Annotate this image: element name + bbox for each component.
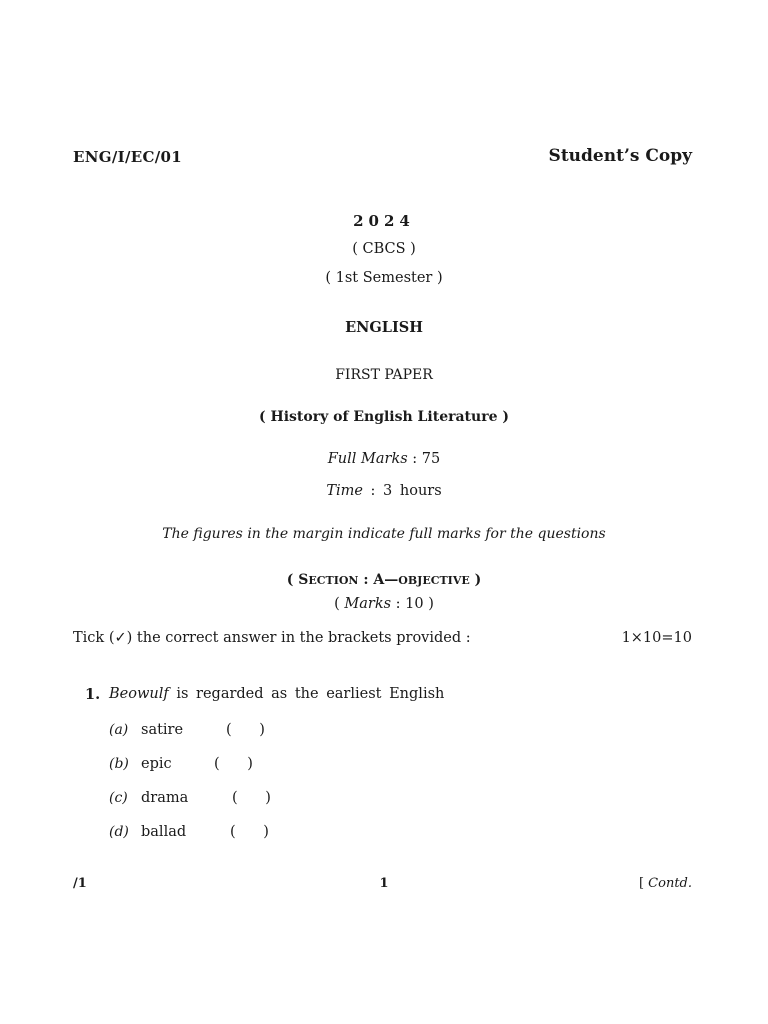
subject: ENGLISH [345, 319, 423, 336]
question-text [109, 686, 444, 702]
option-text-a: satire [141, 722, 184, 738]
time [0, 483, 768, 499]
tick-instruction: Tick (✓) the correct answer in the brackets provided : [73, 630, 471, 646]
time-label: Time [326, 483, 363, 499]
full-marks-label: Full Marks [327, 451, 408, 467]
paper-code: ENG/I/EC/01 [73, 148, 182, 166]
paper-number: FIRST PAPER [335, 367, 433, 383]
question-body: is regarded as the earliest English [168, 686, 445, 702]
answer-bracket-d[interactable]: ( ) [230, 824, 269, 840]
section-heading: ( SECTION : A—OBJECTIVE ) [286, 572, 482, 588]
semester: ( 1st Semester ) [325, 270, 443, 286]
margin-instruction: The figures in the margin indicate full marks for the questions [162, 526, 606, 542]
footer-contd: [ Contd. [638, 876, 692, 891]
answer-bracket-a[interactable]: ( ) [226, 722, 265, 738]
option-label-d: (d) [109, 824, 129, 840]
page-number: 1 [379, 876, 389, 891]
question-number: 1. [85, 686, 101, 703]
marks-allocation: 1×10=10 [621, 630, 692, 646]
full-marks-value: : 75 [407, 451, 441, 467]
option-label-b: (b) [109, 756, 129, 772]
copy-label: Student’s Copy [548, 146, 692, 166]
option-text-c: drama [141, 790, 189, 806]
time-value: : 3 hours [362, 483, 442, 499]
answer-bracket-c[interactable]: ( ) [232, 790, 271, 806]
question-title: Beowulf [109, 686, 169, 702]
footer-left: /1 [73, 876, 87, 891]
option-label-c: (c) [109, 790, 128, 806]
full-marks [0, 451, 768, 467]
option-text-d: ballad [141, 824, 187, 840]
section-marks: ( Marks : 10 ) [334, 596, 434, 612]
paper-title: ( History of English Literature ) [259, 409, 509, 425]
exam-year: 2024 [353, 212, 415, 230]
scheme: ( CBCS ) [352, 241, 416, 257]
answer-bracket-b[interactable]: ( ) [214, 756, 253, 772]
option-text-b: epic [141, 756, 172, 772]
option-label-a: (a) [109, 722, 129, 738]
